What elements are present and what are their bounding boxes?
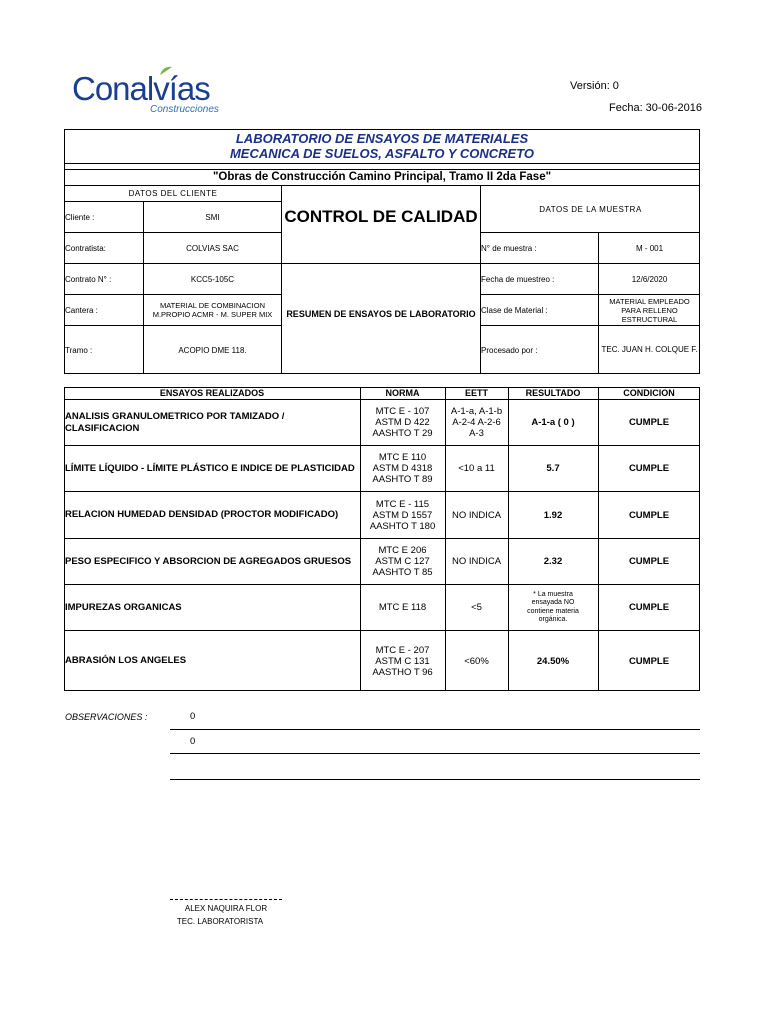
test-eett: <5 [471,602,482,613]
divider [64,169,700,170]
test-result: * La muestra ensayada NO contiene materia orgánica. [527,590,579,623]
test-condition: CUMPLE [628,556,670,567]
sampling-date-value: 12/6/2020 [631,274,668,284]
divider [170,753,700,754]
sampling-date-label: Fecha de muestreo : [481,274,555,284]
signature-name: ALEX NAQUIRA FLOR [184,904,268,913]
test-name: ABRASIÓN LOS ANGELES [65,655,187,666]
processed-by-label: Procesado por : [481,345,538,355]
control-title: CONTROL DE CALIDAD [284,207,478,226]
sample-heading: DATOS DE LA MUESTRA [539,204,642,214]
sample-number-label: N° de muestra : [481,243,537,253]
logo-brand: Conalvías [72,70,210,107]
test-condition: CUMPLE [628,602,670,613]
test-eett: <10 a 11 [458,463,495,474]
sample-number-value: M - 001 [635,243,664,253]
document-date: Fecha: 30-06-2016 [609,102,702,114]
col-header-result: RESULTADO [525,388,581,398]
col-header-condition: CONDICION [623,388,675,398]
observation-line-1: 0 [190,711,196,722]
test-norma: MTC E 110 ASTM D 4318 AASHTO T 89 [372,452,433,485]
test-eett: A-1-a, A-1-b A-2-4 A-2-6 A-3 [450,406,503,439]
divider [170,779,700,780]
material-class-label: Clase de Material : [481,305,548,315]
section-value: ACOPIO DME 118. [178,345,247,355]
test-eett: NO INDICA [451,509,502,521]
client-heading: DATOS DEL CLIENTE [128,189,218,198]
client-label: Cliente : [65,212,95,222]
test-norma: MTC E - 107 ASTM D 422 AASHTO T 29 [372,406,433,439]
material-class-value: MATERIAL EMPLEADO PARA RELLENO ESTRUCTURAL [609,296,690,324]
test-name: IMPUREZAS ORGANICAS [65,601,182,613]
contract-value: KCC5-105C [190,274,235,284]
test-result: 24.50% [536,655,570,667]
logo-leaf-icon [159,66,173,76]
divider [64,163,700,164]
test-result: A-1-a ( 0 ) [531,417,575,428]
summary-title: RESUMEN DE ENSAYOS DE LABORATORIO [286,309,476,319]
test-name: RELACION HUMEDAD DENSIDAD (PROCTOR MODIFICADO) [65,509,339,520]
test-result: 5.7 [546,463,560,474]
processed-by-value: TEC. JUAN H. COLQUE F. [601,345,698,354]
test-norma: MTC E 118 [378,602,427,613]
document-version: Versión: 0 [570,80,619,92]
signature-role: TEC. LABORATORISTA [176,917,264,926]
col-header-eett: EETT [464,388,488,398]
lab-title-line2: MECANICA DE SUELOS, ASFALTO Y CONCRETO [229,146,535,161]
col-header-norma: NORMA [385,388,420,398]
test-name: LÍMITE LÍQUIDO - LÍMITE PLÁSTICO E INDICE DE PLASTICIDAD [65,462,355,474]
test-name: PESO ESPECIFICO Y ABSORCION DE AGREGADOS GRUESOS [65,555,352,567]
company-logo [72,72,210,105]
test-norma: MTC E - 115 ASTM D 1557 AASHTO T 180 [369,498,436,532]
test-condition: CUMPLE [628,655,670,667]
quarry-label: Cantera : [65,305,98,315]
test-result: 2.32 [543,556,563,567]
test-norma: MTC E 206 ASTM C 127 AASHTO T 85 [372,545,433,578]
test-norma: MTC E - 207 ASTM C 131 AASTHO T 96 [372,644,433,678]
divider [170,729,700,730]
observation-line-2: 0 [190,736,196,747]
lab-title-line1: LABORATORIO DE ENSAYOS DE MATERIALES [235,131,529,146]
project-name: "Obras de Construcción Camino Principal, Tramo II 2da Fase" [212,171,552,183]
observations-label: OBSERVACIONES : [65,712,148,722]
client-value: SMI [205,212,220,222]
test-eett: NO INDICA [451,556,502,567]
col-header-tests: ENSAYOS REALIZADOS [159,388,265,398]
contract-label: Contrato N° : [65,274,112,284]
section-label: Tramo : [65,345,93,355]
contractor-value: COLVIAS SAC [186,243,239,253]
logo-subtitle: Construcciones [150,104,219,115]
test-result: 1.92 [543,509,563,521]
contractor-label: Contratista: [65,243,106,253]
test-condition: CUMPLE [628,463,670,474]
test-condition: CUMPLE [628,509,670,521]
test-name: ANALISIS GRANULOMETRICO POR TAMIZADO / CLASIFICACION [65,410,285,434]
test-eett: <60% [464,655,489,667]
test-condition: CUMPLE [628,417,670,428]
signature-line [170,899,282,900]
quarry-value: MATERIAL DE COMBINACION M.PROPIO ACMR - M. SUPER MIX [152,301,273,319]
